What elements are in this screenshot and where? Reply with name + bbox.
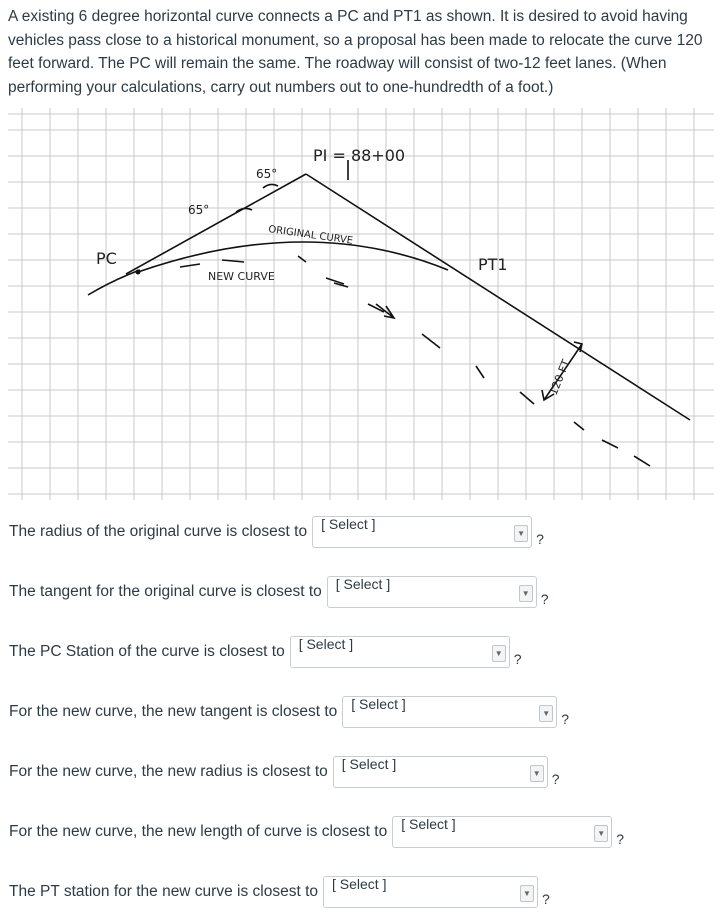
question-mark: ? [540,591,549,607]
curve-diagram [8,108,714,500]
chevron-down-icon[interactable]: ▼ [594,825,608,842]
graph-grid [8,108,714,500]
angle-label-left: 65° [188,203,210,217]
chevron-down-icon[interactable]: ▼ [492,645,506,662]
chevron-down-icon[interactable]: ▼ [530,765,544,782]
pc-point [136,270,141,275]
question-mark: ? [551,771,560,787]
angle-label-top: 65° [256,167,278,181]
question-text: The PC Station of the curve is closest to [9,643,285,660]
pt-label: PT1 [478,255,508,274]
question-text: The radius of the original curve is closest to [9,523,308,540]
question-mark: ? [542,891,550,907]
question-text: For the new curve, the new tangent is closest to [9,703,338,720]
select-value: [ Select ] [335,576,391,592]
question-4 [9,695,569,729]
question-text: The PT station for the new curve is closest to [9,883,318,900]
question-2 [9,575,549,609]
question-mark: ? [561,711,570,727]
question-7 [9,875,550,909]
answer-select-4[interactable] [342,696,557,728]
back-tangent [126,174,306,274]
pc-extension [88,270,140,295]
question-5 [9,755,560,789]
question-mark: ? [536,531,544,547]
new-curve-label: NEW CURVE [208,270,275,283]
answer-select-2[interactable] [327,576,537,608]
question-text: For the new curve, the new length of curve is closest to [9,823,388,840]
question-mark: ? [616,831,625,847]
curve-diagram-svg [8,108,714,500]
chevron-down-icon[interactable]: ▼ [539,705,553,722]
answer-select-5[interactable] [333,756,548,788]
select-value: [ Select ] [321,516,376,532]
chevron-down-icon[interactable]: ▼ [519,585,533,602]
offset-label: 120 FT [546,357,573,398]
question-6 [9,815,624,849]
select-value: [ Select ] [332,876,387,892]
original-curve-label: ORIGINAL CURVE [267,224,354,247]
question-mark: ? [513,651,522,667]
pc-label: PC [96,249,117,268]
answer-select-1[interactable] [312,516,532,548]
question-1 [9,515,544,549]
original-curve [138,242,448,272]
select-value: [ Select ] [298,636,354,652]
question-3 [9,635,521,669]
chevron-down-icon[interactable]: ▼ [520,885,534,902]
question-text: For the new curve, the new radius is closest to [9,763,328,780]
select-value: [ Select ] [401,816,456,832]
answer-select-3[interactable] [290,636,510,668]
select-value: [ Select ] [351,696,406,712]
problem-statement: A existing 6 degree horizontal curve connects a PC and PT1 as shown. It is desired to avoid having vehicles pass close to a historical monument, so a proposal has been made to relocate the curve 120 feet forward. The PC will remain the same. The roadway will consist of two-12 feet lanes. (When performing your calculations, carry out numbers out to one-hundredth of a foot.) [8,8,703,96]
question-text: The tangent for the original curve is closest to [9,583,322,600]
answer-select-6[interactable] [392,816,612,848]
select-value: [ Select ] [341,756,397,772]
chevron-down-icon[interactable]: ▼ [514,525,528,542]
pi-label: PI = 88+00 [313,146,406,165]
answer-select-7[interactable] [323,876,538,908]
